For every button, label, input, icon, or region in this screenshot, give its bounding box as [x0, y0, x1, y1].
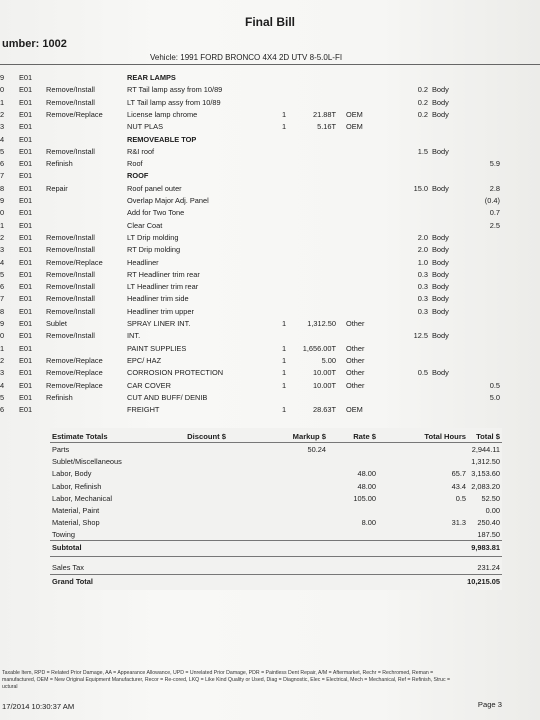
totals-row [50, 469, 502, 481]
line-item-row [0, 98, 540, 110]
line-item-row [0, 393, 540, 405]
totals-total: 0.00 [485, 506, 500, 515]
line-item-row [0, 270, 540, 282]
line-number: 0 [0, 331, 5, 341]
line-number: 7 [0, 171, 5, 181]
line-labor-hours: 0.3 [417, 294, 428, 304]
line-description: NUT PLAS [127, 122, 164, 132]
line-code: E01 [19, 331, 33, 341]
line-number: 9 [0, 319, 5, 328]
line-number: 8 [0, 183, 5, 193]
line-labor-hours: 1.5 [417, 146, 428, 156]
line-qty: 1 [282, 109, 287, 119]
line-number: 9 [0, 73, 5, 82]
subtotal-bottom-divider [50, 556, 502, 557]
line-labor-type: Body [432, 331, 449, 341]
line-labor-type: Body [432, 183, 449, 193]
line-item-row [0, 184, 540, 196]
line-item-row [0, 344, 540, 356]
totals-total: 2,944.11 [471, 445, 500, 454]
line-number: 4 [0, 380, 5, 390]
line-price: 10.00T [312, 380, 336, 390]
line-labor-type: Body [432, 257, 449, 267]
line-labor-hours: 0.2 [417, 97, 428, 107]
line-code: E01 [19, 269, 33, 279]
line-code: E01 [19, 183, 33, 193]
line-labor-type: Body [432, 368, 449, 378]
line-item-row [0, 331, 540, 343]
line-qty: 1 [282, 355, 287, 365]
line-labor-type: Body [432, 269, 449, 279]
line-operation: Remove/Replace [46, 257, 103, 267]
abbreviation-legend [2, 670, 538, 691]
line-price: 28.63T [312, 405, 336, 415]
line-description: Overlap Major Adj. Panel [127, 196, 209, 205]
line-paint-hours: 5.0 [489, 392, 500, 402]
line-description: REMOVEABLE TOP [127, 134, 197, 144]
totals-row [50, 494, 502, 506]
legend-line-2: manufactured, OEM = New Original Equipment Manufacturer, Recor = Re-cored, LKQ = Like Kind Quality or Used, Diag = Diagnostic, Elec = Electrical, Mech = Mechanical, Ref = Refinish, Struc = [2, 677, 451, 683]
line-code: E01 [19, 257, 33, 267]
line-item-row [0, 258, 540, 270]
line-paint-hours: 5.9 [489, 159, 500, 169]
line-description: License lamp chrome [127, 109, 198, 119]
line-labor-hours: 12.5 [413, 331, 428, 341]
line-operation: Remove/Replace [46, 109, 103, 119]
page-number: Page 3 [477, 700, 502, 709]
header-total: Total $ [476, 432, 500, 441]
totals-category: Material, Paint [52, 506, 100, 515]
totals-row [50, 482, 502, 494]
line-description: REAR LAMPS [127, 73, 176, 82]
line-item-row [0, 381, 540, 393]
line-labor-type: Body [432, 245, 449, 255]
line-operation: Remove/Install [46, 232, 95, 242]
line-number: 1 [0, 343, 5, 353]
line-item-row [0, 221, 540, 233]
line-description: Clear Coat [127, 220, 163, 230]
line-number: 5 [0, 269, 5, 279]
line-paint-hours: 0.5 [489, 380, 500, 390]
line-operation: Remove/Install [46, 331, 95, 341]
subtotal-value: 9,983.81 [471, 543, 500, 552]
legend-line-3: uctural [2, 684, 18, 690]
line-description: RT Tail lamp assy from 10/89 [127, 85, 223, 95]
totals-row [50, 445, 502, 457]
line-number: 2 [0, 355, 5, 365]
totals-category: Labor, Refinish [52, 481, 102, 491]
line-code: E01 [19, 122, 33, 132]
line-labor-hours: 2.0 [417, 245, 428, 255]
totals-category: Labor, Mechanical [52, 493, 112, 503]
line-number: 6 [0, 405, 5, 415]
totals-hours: 31.3 [451, 518, 466, 528]
line-description: Add for Two Tone [127, 208, 185, 218]
grand-total-label: Grand Total [52, 577, 93, 586]
line-operation: Remove/Install [46, 269, 95, 279]
totals-hours: 0.5 [455, 493, 466, 503]
line-item-row [0, 159, 540, 171]
line-qty: 1 [282, 380, 287, 390]
line-item-row [0, 171, 540, 183]
line-part-type: Other [346, 368, 365, 378]
line-operation: Remove/Install [46, 294, 95, 304]
line-code: E01 [19, 245, 33, 255]
line-description: EPC/ HAZ [127, 355, 162, 365]
header-discount: Discount $ [187, 432, 226, 441]
totals-hours: 43.4 [451, 481, 466, 491]
line-operation: Remove/Install [46, 282, 95, 292]
line-description: R&I roof [127, 146, 155, 156]
totals-header-divider [50, 442, 502, 443]
totals-category: Sublet/Miscellaneous [52, 457, 122, 467]
line-description: LT Drip molding [127, 232, 179, 242]
totals-hours: 65.7 [451, 469, 466, 479]
totals-rate: 48.00 [357, 469, 376, 479]
line-description: LT Tail lamp assy from 10/89 [127, 97, 221, 107]
totals-total: 2,083.20 [471, 481, 500, 491]
line-code: E01 [19, 368, 33, 378]
line-part-type: OEM [346, 405, 363, 415]
line-price: 5.00 [321, 355, 336, 365]
totals-total: 250.40 [477, 518, 500, 528]
line-operation: Remove/Replace [46, 368, 103, 378]
line-code: E01 [19, 306, 33, 316]
line-number: 6 [0, 282, 5, 292]
line-description: Headliner trim upper [127, 306, 194, 316]
line-part-type: Other [346, 319, 365, 328]
line-price: 21.88T [312, 109, 336, 119]
grand-total-row [50, 577, 502, 589]
line-qty: 1 [282, 343, 287, 353]
line-code: E01 [19, 159, 33, 169]
line-code: E01 [19, 405, 33, 415]
subtotal-row [50, 543, 502, 555]
line-code: E01 [19, 109, 33, 119]
line-number: 2 [0, 109, 5, 119]
line-description: RT Drip molding [127, 245, 181, 255]
line-code: E01 [19, 208, 33, 218]
line-labor-hours: 0.3 [417, 306, 428, 316]
line-item-row [0, 405, 540, 417]
line-item-row [0, 307, 540, 319]
line-description: CORROSION PROTECTION [127, 368, 224, 378]
line-number: 5 [0, 392, 5, 402]
sales-tax-label: Sales Tax [52, 563, 84, 572]
line-labor-type: Body [432, 232, 449, 242]
line-code: E01 [19, 171, 33, 181]
line-part-type: Other [346, 380, 365, 390]
totals-row [50, 518, 502, 530]
line-qty: 1 [282, 368, 287, 378]
line-item-row [0, 73, 540, 85]
line-operation: Remove/Replace [46, 380, 103, 390]
line-description: RT Headliner trim rear [127, 269, 200, 279]
line-description: Headliner [127, 257, 159, 267]
totals-total: 3,153.60 [471, 469, 500, 479]
line-labor-hours: 0.2 [417, 109, 428, 119]
line-operation: Remove/Install [46, 85, 95, 95]
line-operation: Sublet [46, 319, 67, 328]
totals-category: Material, Shop [52, 518, 100, 528]
line-item-row [0, 208, 540, 220]
line-description: Roof [127, 159, 143, 169]
line-operation: Repair [46, 183, 68, 193]
line-code: E01 [19, 196, 33, 205]
line-item-row [0, 319, 540, 331]
line-operation: Remove/Install [46, 97, 95, 107]
line-number: 8 [0, 306, 5, 316]
line-number: 1 [0, 97, 5, 107]
line-code: E01 [19, 97, 33, 107]
line-code: E01 [19, 294, 33, 304]
line-code: E01 [19, 134, 33, 144]
grand-total-divider [50, 574, 502, 575]
line-number: 2 [0, 232, 5, 242]
line-operation: Remove/Install [46, 146, 95, 156]
line-number: 7 [0, 294, 5, 304]
totals-category: Towing [52, 530, 76, 540]
line-number: 3 [0, 122, 5, 132]
line-code: E01 [19, 73, 33, 82]
estimate-totals [50, 428, 502, 590]
line-labor-hours: 2.0 [417, 232, 428, 242]
line-paint-hours: 2.8 [489, 183, 500, 193]
line-part-type: Other [346, 355, 365, 365]
line-item-row [0, 245, 540, 257]
line-labor-hours: 0.2 [417, 85, 428, 95]
line-paint-hours: (0.4) [484, 196, 500, 205]
line-labor-type: Body [432, 97, 449, 107]
line-number: 0 [0, 85, 5, 95]
line-code: E01 [19, 146, 33, 156]
line-number: 3 [0, 245, 5, 255]
vehicle-description: Vehicle: 1991 FORD BRONCO 4X4 2D UTV 8-5.0L-FI [150, 53, 343, 62]
line-labor-hours: 0.3 [417, 282, 428, 292]
line-number: 4 [0, 134, 5, 144]
line-description: INT. [127, 331, 141, 341]
line-item-row [0, 85, 540, 97]
document-title: Final Bill [244, 15, 295, 29]
grand-total-value: 10,215.05 [467, 577, 500, 586]
line-labor-hours: 0.3 [417, 269, 428, 279]
line-labor-hours: 15.0 [413, 183, 428, 193]
legend-line-1: Taxable Item, RPD = Related Prior Damage, AA = Appearance Allowance, UPD = Unrelated Prior Damage, PDR = Paintless Dent Repair, A/M = Aftermarket, Rechr = Rechromed, Reman = [2, 670, 434, 676]
line-operation: Remove/Install [46, 245, 95, 255]
line-code: E01 [19, 380, 33, 390]
totals-row [50, 506, 502, 518]
line-labor-type: Body [432, 85, 449, 95]
line-code: E01 [19, 232, 33, 242]
line-item-row [0, 294, 540, 306]
totals-category: Parts [52, 445, 70, 454]
line-item-row [0, 196, 540, 208]
line-labor-type: Body [432, 109, 449, 119]
line-item-row [0, 282, 540, 294]
line-number: 3 [0, 368, 5, 378]
line-description: Headliner trim side [127, 294, 189, 304]
line-part-type: OEM [346, 109, 363, 119]
ro-number: umber: 1002 [2, 38, 67, 50]
line-code: E01 [19, 319, 33, 328]
line-code: E01 [19, 85, 33, 95]
line-operation: Refinish [46, 159, 73, 169]
line-item-row [0, 147, 540, 159]
totals-category: Labor, Body [52, 469, 92, 479]
totals-markup: 50.24 [307, 445, 326, 454]
subtotal-divider [50, 540, 502, 541]
line-qty: 1 [282, 122, 287, 132]
line-description: LT Headliner trim rear [127, 282, 199, 292]
line-code: E01 [19, 343, 33, 353]
line-code: E01 [19, 282, 33, 292]
line-description: PAINT SUPPLIES [127, 343, 187, 353]
line-labor-hours: 1.0 [417, 257, 428, 267]
print-timestamp: 17/2014 10:30:37 AM [2, 702, 75, 711]
line-price: 10.00T [312, 368, 336, 378]
line-labor-type: Body [432, 306, 449, 316]
totals-total: 187.50 [477, 530, 500, 540]
line-part-type: Other [346, 343, 365, 353]
totals-total: 52.50 [481, 493, 500, 503]
totals-rate: 8.00 [361, 518, 376, 528]
line-description: SPRAY LINER INT. [127, 319, 191, 328]
sales-tax-value: 231.24 [477, 563, 500, 572]
line-price: 1,312.50 [307, 319, 336, 328]
line-item-row [0, 368, 540, 380]
line-number: 5 [0, 146, 5, 156]
line-paint-hours: 2.5 [489, 220, 500, 230]
line-labor-type: Body [432, 294, 449, 304]
line-item-row [0, 233, 540, 245]
line-item-row [0, 135, 540, 147]
header-markup: Markup $ [292, 432, 326, 441]
line-item-row [0, 356, 540, 368]
line-number: 0 [0, 208, 5, 218]
line-description: FREIGHT [127, 405, 160, 415]
header-category: Estimate Totals [52, 432, 108, 441]
header-rate: Rate $ [353, 432, 376, 441]
line-code: E01 [19, 220, 33, 230]
line-code: E01 [19, 392, 33, 402]
line-description: ROOF [127, 171, 149, 181]
line-price: 1,656.00T [302, 343, 336, 353]
line-description: CUT AND BUFF/ DENIB [127, 392, 208, 402]
header-hours: Total Hours [424, 432, 466, 441]
totals-rate: 48.00 [357, 481, 376, 491]
subtotal-label: Subtotal [52, 543, 82, 552]
line-qty: 1 [282, 319, 287, 328]
line-operation: Remove/Replace [46, 355, 103, 365]
totals-total: 1,312.50 [471, 457, 500, 467]
line-number: 9 [0, 196, 5, 205]
line-paint-hours: 0.7 [489, 208, 500, 218]
line-code: E01 [19, 355, 33, 365]
line-number: 6 [0, 159, 5, 169]
line-price: 5.16T [317, 122, 336, 132]
line-labor-type: Body [432, 282, 449, 292]
line-description: Roof panel outer [127, 183, 182, 193]
line-operation: Refinish [46, 392, 73, 402]
line-number: 4 [0, 257, 5, 267]
line-qty: 1 [282, 405, 287, 415]
line-item-row [0, 110, 540, 122]
line-description: CAR COVER [127, 380, 171, 390]
line-operation: Remove/Install [46, 306, 95, 316]
header-divider [0, 64, 540, 65]
line-number: 1 [0, 220, 5, 230]
line-item-row [0, 122, 540, 134]
line-labor-hours: 0.5 [417, 368, 428, 378]
totals-rate: 105.00 [353, 493, 376, 503]
totals-row [50, 457, 502, 469]
line-labor-type: Body [432, 146, 449, 156]
line-part-type: OEM [346, 122, 363, 132]
